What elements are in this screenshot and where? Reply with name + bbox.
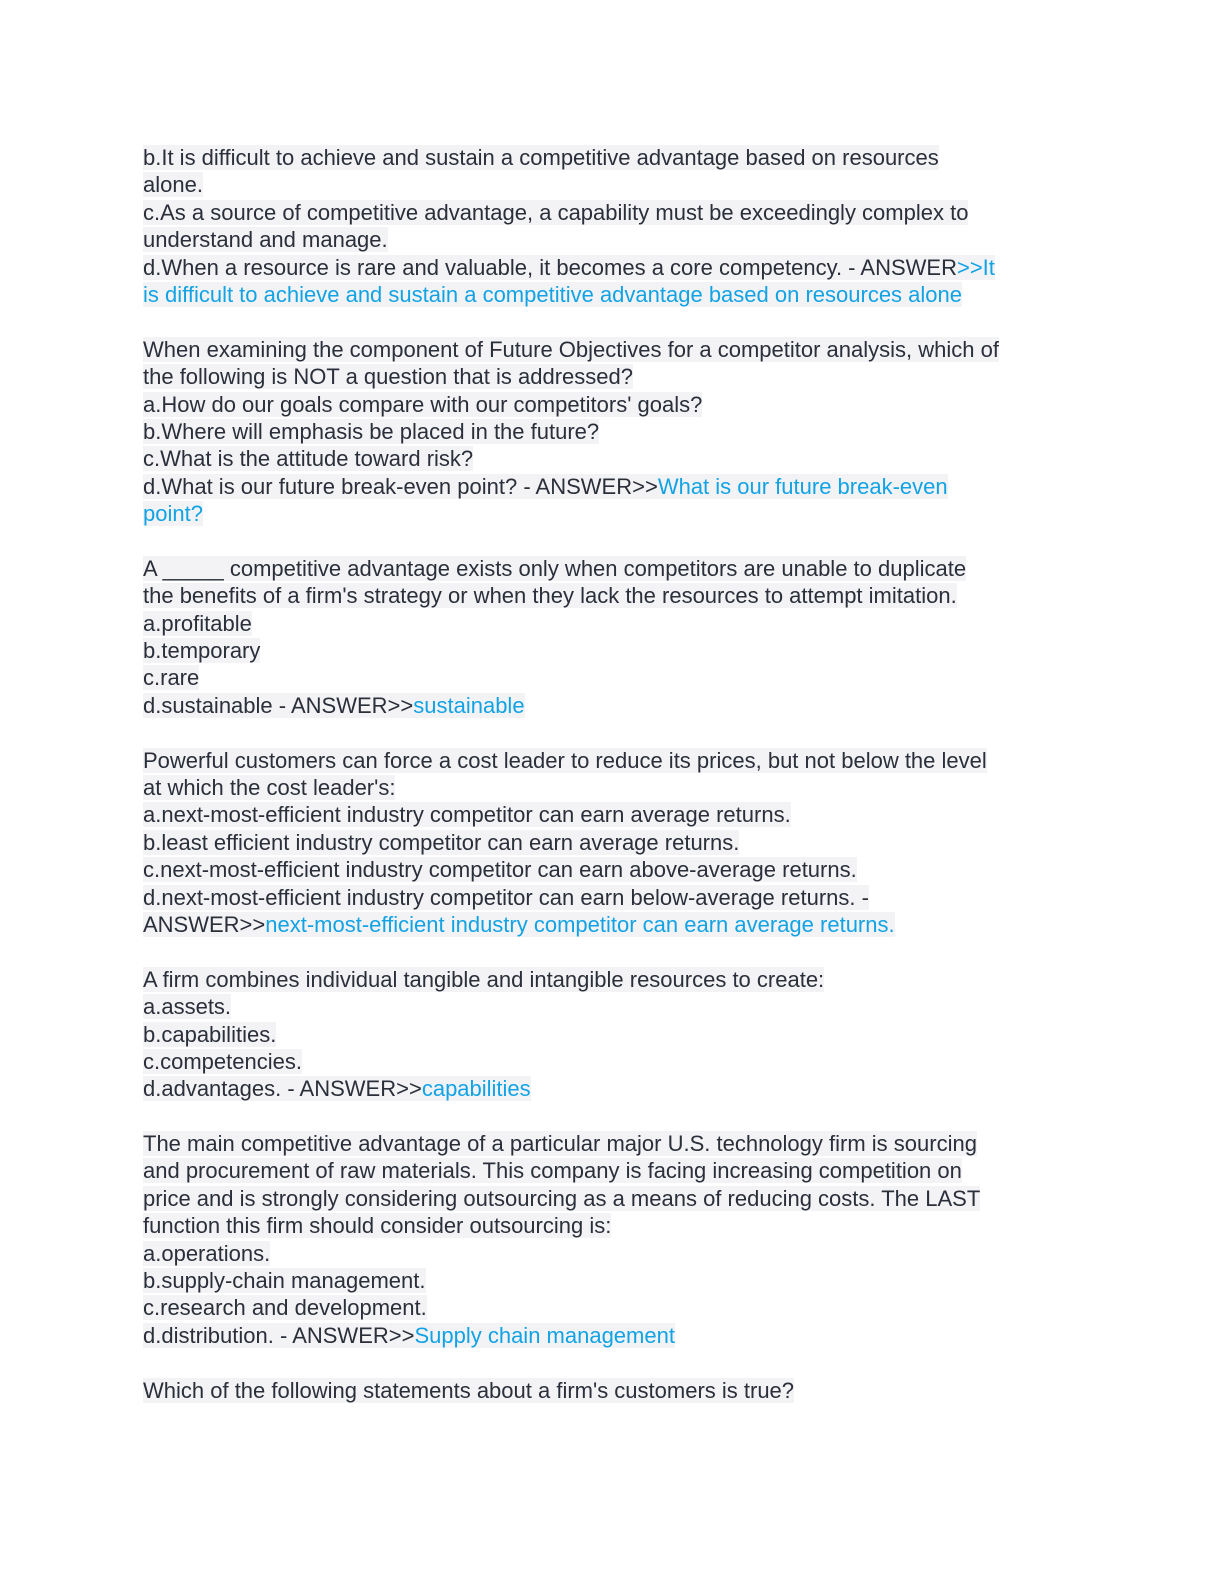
- option-line: [143, 1021, 1083, 1048]
- option-d: d.distribution. - ANSWER>>: [143, 1322, 415, 1348]
- question-stem-line: [143, 555, 1083, 582]
- option-line: [143, 1322, 1083, 1349]
- option-b: b.supply-chain management.: [143, 1268, 426, 1294]
- option-a: a.next-most-efficient industry competitor can earn average returns.: [143, 802, 791, 828]
- question-block-outsourcing: [143, 1130, 1083, 1349]
- spacer: [143, 1103, 1083, 1130]
- option-line: [143, 637, 1083, 664]
- answer-text: next-most-efficient industry competitor can earn average returns.: [265, 911, 895, 937]
- question-stem: Powerful customers can force a cost leader to reduce its prices, but not below the level: [143, 747, 987, 773]
- question-block-cost-leader: [143, 747, 1083, 939]
- option-c: c.competencies.: [143, 1048, 302, 1074]
- option-c-continued: understand and manage.: [143, 227, 388, 253]
- option-line: [143, 473, 1083, 500]
- question-stem: the benefits of a firm's strategy or when they lack the resources to attempt imitation.: [143, 583, 957, 609]
- option-line: [143, 445, 1083, 472]
- option-line: [143, 171, 1083, 198]
- question-stem: function this firm should consider outsourcing is:: [143, 1213, 612, 1239]
- option-b: b.Where will emphasis be placed in the future?: [143, 418, 600, 444]
- option-c: c.research and development.: [143, 1295, 427, 1321]
- question-stem-line: [143, 336, 1083, 363]
- option-d: d.next-most-efficient industry competitor can earn below-average returns. -: [143, 884, 869, 910]
- question-stem: and procurement of raw materials. This company is facing increasing competition on: [143, 1158, 962, 1184]
- option-line: [143, 993, 1083, 1020]
- question-stem-line: [143, 774, 1083, 801]
- question-stem: price and is strongly considering outsourcing as a means of reducing costs. The LAST: [143, 1185, 981, 1211]
- question-stem-line: [143, 582, 1083, 609]
- question-stem: A firm combines individual tangible and intangible resources to create:: [143, 966, 825, 992]
- option-line: [143, 1240, 1083, 1267]
- option-line: [143, 664, 1083, 691]
- question-stem-line: [143, 966, 1083, 993]
- option-a: a.assets.: [143, 994, 232, 1020]
- spacer: [143, 938, 1083, 965]
- option-b: b.It is difficult to achieve and sustain a competitive advantage based on resources: [143, 145, 939, 170]
- option-b: b.least efficient industry competitor can earn average returns.: [143, 829, 740, 855]
- option-a: a.How do our goals compare with our competitors' goals?: [143, 391, 703, 417]
- option-line: [143, 884, 1083, 911]
- option-line: [143, 610, 1083, 637]
- option-line: [143, 418, 1083, 445]
- option-a: a.profitable: [143, 610, 252, 636]
- question-stem: The main competitive advantage of a particular major U.S. technology firm is sourcing: [143, 1131, 977, 1157]
- question-block-sustainable: [143, 555, 1083, 719]
- question-block-capabilities: [143, 966, 1083, 1103]
- option-b-continued: alone.: [143, 172, 203, 198]
- question-block-future-objectives: [143, 336, 1083, 528]
- option-d: d.sustainable - ANSWER>>: [143, 692, 414, 718]
- question-stem-line: [143, 363, 1083, 390]
- option-line: [143, 144, 1083, 171]
- question-stem-line: [143, 1185, 1083, 1212]
- document-body: [143, 144, 1083, 1404]
- option-line: [143, 391, 1083, 418]
- answer-text: capabilities: [421, 1076, 531, 1102]
- option-line: [143, 254, 1083, 281]
- option-line: [143, 856, 1083, 883]
- question-stem-line: [143, 1157, 1083, 1184]
- option-line: [143, 692, 1083, 719]
- option-line: [143, 1294, 1083, 1321]
- answer-text: Supply chain management: [414, 1322, 675, 1348]
- answer-text: What is our future break-even: [657, 473, 948, 499]
- option-line: [143, 199, 1083, 226]
- question-stem-line: [143, 1377, 1083, 1404]
- question-block-customers: [143, 1377, 1083, 1404]
- option-a: a.operations.: [143, 1240, 271, 1266]
- question-stem-line: [143, 1212, 1083, 1239]
- question-stem: When examining the component of Future Objectives for a competitor analysis, which of: [143, 336, 999, 362]
- question-stem: at which the cost leader's:: [143, 774, 396, 800]
- spacer: [143, 308, 1083, 335]
- answer-line: [143, 281, 1083, 308]
- question-stem: the following is NOT a question that is addressed?: [143, 364, 633, 390]
- option-c: c.As a source of competitive advantage, a capability must be exceedingly complex to: [143, 199, 969, 225]
- spacer: [143, 527, 1083, 554]
- option-d: d.advantages. - ANSWER>>: [143, 1076, 422, 1102]
- answer-prefix: ANSWER>>: [143, 911, 266, 937]
- option-c: c.rare: [143, 665, 200, 691]
- option-line: [143, 1048, 1083, 1075]
- option-line: [143, 226, 1083, 253]
- answer-line: [143, 500, 1083, 527]
- answer-text: >>It: [956, 254, 995, 280]
- question-stem: A _____ competitive advantage exists only when competitors are unable to duplicate: [143, 555, 967, 581]
- option-c: c.What is the attitude toward risk?: [143, 446, 474, 472]
- answer-text: point?: [143, 501, 203, 527]
- option-c: c.next-most-efficient industry competitor can earn above-average returns.: [143, 857, 857, 883]
- option-d: d.What is our future break-even point? - ANSWER>>: [143, 473, 658, 499]
- option-b: b.capabilities.: [143, 1021, 277, 1047]
- answer-text: is difficult to achieve and sustain a competitive advantage based on resources alone: [143, 281, 962, 307]
- option-b: b.temporary: [143, 638, 261, 664]
- question-block-resources: [143, 144, 1083, 308]
- option-line: [143, 1075, 1083, 1102]
- spacer: [143, 1349, 1083, 1376]
- answer-text: sustainable: [413, 692, 525, 718]
- spacer: [143, 719, 1083, 746]
- option-line: [143, 829, 1083, 856]
- option-line: [143, 801, 1083, 828]
- option-line: [143, 1267, 1083, 1294]
- question-stem-line: [143, 747, 1083, 774]
- question-stem: Which of the following statements about a firm's customers is true?: [143, 1377, 795, 1403]
- option-d: d.When a resource is rare and valuable, it becomes a core competency. - ANSWER: [143, 254, 957, 280]
- question-stem-line: [143, 1130, 1083, 1157]
- answer-line: [143, 911, 1083, 938]
